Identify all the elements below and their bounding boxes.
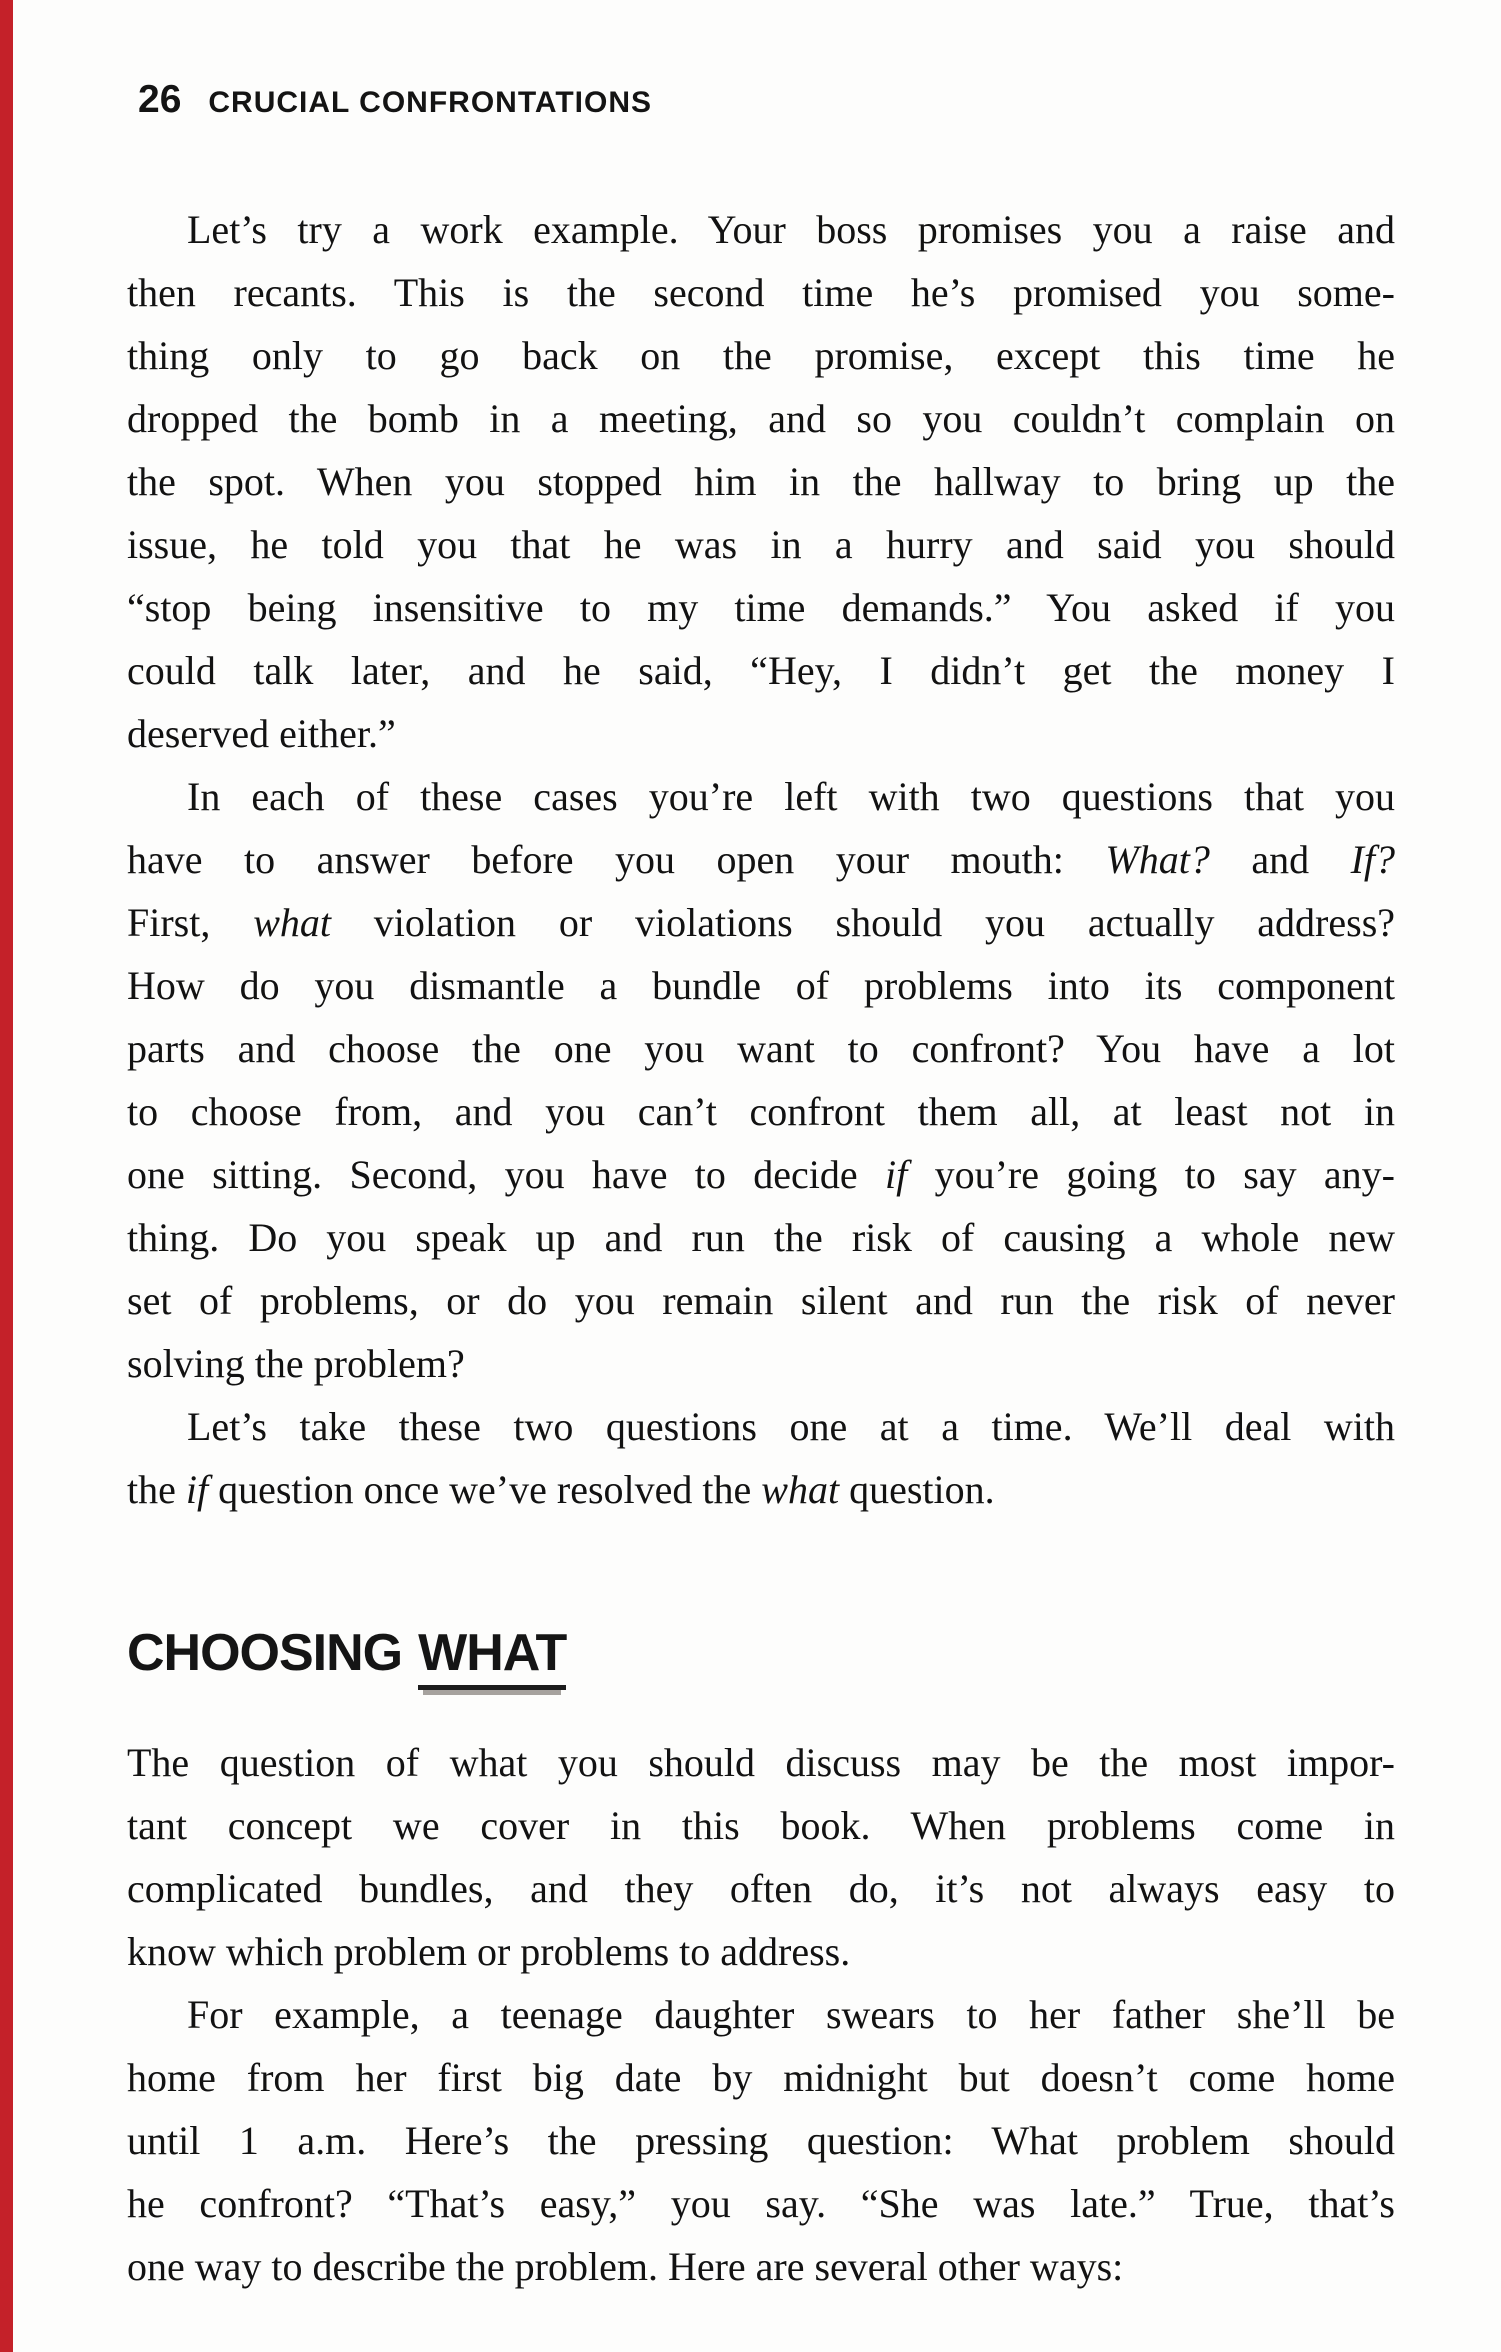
paragraph-group-before-heading bbox=[127, 198, 1395, 1521]
text-line: deserved either.” bbox=[127, 711, 396, 756]
text-line: In each of these cases you’re left with two questions that you bbox=[187, 774, 1395, 819]
text-line: until 1 a.m. Here’s the pressing question: What problem should bbox=[127, 2118, 1395, 2163]
body-text-column bbox=[127, 198, 1395, 2298]
page-number: 26 bbox=[138, 78, 182, 121]
text-line: parts and choose the one you want to confront? You have a lot bbox=[127, 1026, 1395, 1071]
text-line: to choose from, and you can’t confront them all, at least not in bbox=[127, 1089, 1395, 1134]
paragraph bbox=[127, 1983, 1395, 2298]
text-line: the if question once we’ve resolved the what question. bbox=[127, 1467, 995, 1512]
paragraph bbox=[127, 198, 1395, 765]
text-line: The question of what you should discuss may be the most impor- bbox=[127, 1740, 1395, 1785]
text-line: Let’s take these two questions one at a time. We’ll deal with bbox=[187, 1404, 1395, 1449]
running-head bbox=[138, 78, 652, 122]
text-line: he confront? “That’s easy,” you say. “She was late.” True, that’s bbox=[127, 2181, 1395, 2226]
text-line: How do you dismantle a bundle of problems into its component bbox=[127, 963, 1395, 1008]
text-line: For example, a teenage daughter swears to her father she’ll be bbox=[187, 1992, 1395, 2037]
section-heading-underlined-word: WHAT bbox=[418, 1624, 566, 1690]
paragraph bbox=[127, 765, 1395, 1395]
section-heading-word: CHOOSING bbox=[127, 1624, 403, 1682]
text-line: could talk later, and he said, “Hey, I didn’t get the money I bbox=[127, 648, 1395, 693]
running-head-title: CRUCIAL CONFRONTATIONS bbox=[208, 86, 653, 119]
paragraph bbox=[127, 1395, 1395, 1521]
text-line: Let’s try a work example. Your boss promises you a raise and bbox=[187, 207, 1395, 252]
text-line: dropped the bomb in a meeting, and so you couldn’t complain on bbox=[127, 396, 1395, 441]
text-line: First, what violation or violations should you actually address? bbox=[127, 900, 1396, 945]
text-line: solving the problem? bbox=[127, 1341, 465, 1386]
text-line: thing only to go back on the promise, except this time he bbox=[127, 333, 1395, 378]
text-line: set of problems, or do you remain silent and run the risk of never bbox=[127, 1278, 1395, 1323]
paragraph-group-after-heading bbox=[127, 1731, 1395, 2298]
section-heading bbox=[127, 1625, 1395, 1681]
text-line: issue, he told you that he was in a hurry and said you should bbox=[127, 522, 1395, 567]
text-line: complicated bundles, and they often do, it’s not always easy to bbox=[127, 1866, 1395, 1911]
text-line: one way to describe the problem. Here are several other ways: bbox=[127, 2244, 1124, 2289]
text-line: the spot. When you stopped him in the hallway to bring up the bbox=[127, 459, 1395, 504]
text-line: home from her first big date by midnight but doesn’t come home bbox=[127, 2055, 1395, 2100]
book-edge-bar bbox=[0, 0, 13, 2352]
text-line: then recants. This is the second time he’s promised you some- bbox=[127, 270, 1395, 315]
text-line: have to answer before you open your mouth: What? and If? bbox=[127, 837, 1395, 882]
text-line: “stop being insensitive to my time demands.” You asked if you bbox=[127, 585, 1395, 630]
paragraph bbox=[127, 1731, 1395, 1983]
text-line: one sitting. Second, you have to decide if you’re going to say any- bbox=[127, 1152, 1395, 1197]
text-line: tant concept we cover in this book. When problems come in bbox=[127, 1803, 1395, 1848]
text-line: know which problem or problems to address. bbox=[127, 1929, 851, 1974]
text-line: thing. Do you speak up and run the risk of causing a whole new bbox=[127, 1215, 1395, 1260]
